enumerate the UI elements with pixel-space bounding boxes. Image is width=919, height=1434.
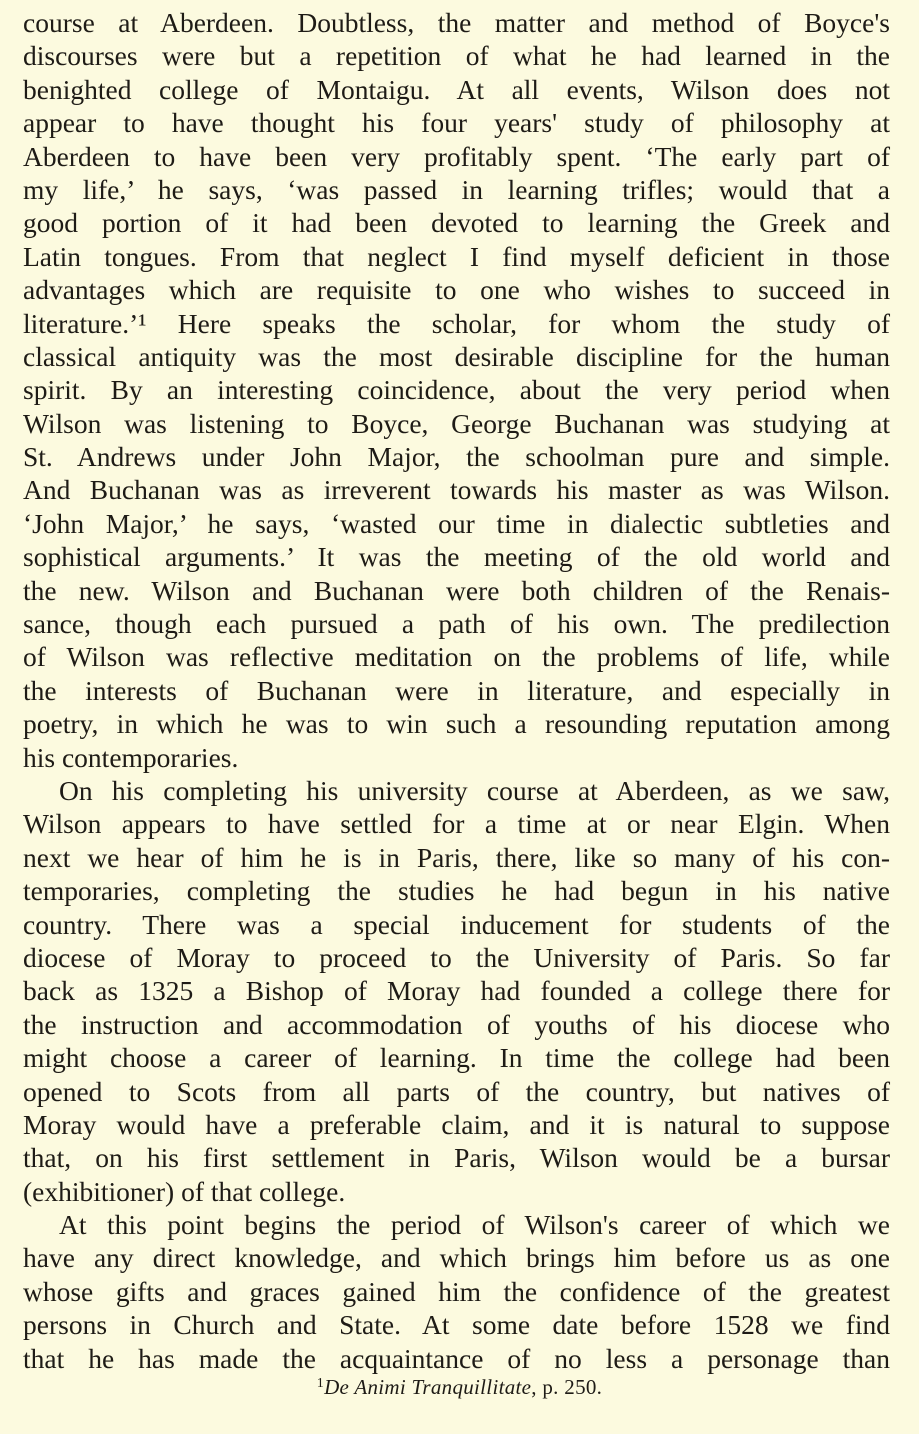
text-line: spirit. By an interesting coincidence, about the very period when	[23, 374, 890, 406]
text-line: next we hear of him he is in Paris, there, like so many of his con-	[23, 841, 890, 873]
text-line: the interests of Buchanan were in literature, and especially in	[23, 674, 890, 706]
text-line: whose gifts and graces gained him the confidence of the greatest	[23, 1275, 890, 1307]
footnote-marker: 1	[316, 1376, 325, 1391]
page-body	[23, 6, 890, 1375]
text-line: his contemporaries.	[23, 741, 239, 773]
paragraph	[23, 774, 890, 1208]
text-line: opened to Scots from all parts of the country, but natives of	[23, 1075, 890, 1107]
footnote-page: , p. 250.	[531, 1375, 603, 1399]
text-line: Latin tongues. From that neglect I find myself deficient in those	[23, 240, 890, 272]
text-line: appear to have thought his four years' study of philosophy at	[23, 107, 890, 139]
text-line: poetry, in which he was to win such a resounding reputation among	[23, 708, 890, 740]
text-line: country. There was a special inducement for students of the	[23, 908, 890, 940]
text-line: the instruction and accommodation of youths of his diocese who	[23, 1008, 890, 1040]
text-line: benighted college of Montaigu. At all events, Wilson does not	[23, 73, 890, 105]
text-line: that, on his first settlement in Paris, Wilson would be a bursar	[23, 1142, 890, 1174]
footnote	[0, 1375, 919, 1400]
text-line: Aberdeen to have been very profitably spent. ‘The early part of	[23, 140, 890, 172]
text-line: literature.’¹ Here speaks the scholar, for whom the study of	[23, 307, 890, 339]
text-line: (exhibitioner) of that college.	[23, 1175, 346, 1207]
text-line: might choose a career of learning. In time the college had been	[23, 1042, 890, 1074]
text-line: sophistical arguments.’ It was the meeting of the old world and	[23, 541, 890, 573]
text-line: Wilson appears to have settled for a time at or near Elgin. When	[23, 808, 890, 840]
paragraph	[23, 1208, 890, 1375]
text-line: Wilson was listening to Boyce, George Buchanan was studying at	[23, 407, 890, 439]
text-line: my life,’ he says, ‘was passed in learning trifles; would that a	[23, 173, 890, 205]
text-line: sance, though each pursued a path of his own. The predilection	[23, 608, 890, 640]
text-line: the new. Wilson and Buchanan were both children of the Renais-	[23, 574, 890, 606]
text-line: course at Aberdeen. Doubtless, the matter and method of Boyce's	[23, 7, 890, 38]
footnote-title: De Animi Tranquillitate	[324, 1375, 532, 1399]
paragraph	[23, 6, 890, 774]
text-line: ‘John Major,’ he says, ‘wasted our time in dialectic subtleties and	[23, 507, 890, 539]
text-line: good portion of it had been devoted to learning the Greek and	[23, 207, 890, 239]
text-line: back as 1325 a Bishop of Moray had founded a college there for	[23, 975, 890, 1007]
text-line: At this point begins the period of Wilson's career of which we	[59, 1209, 890, 1241]
text-line: St. Andrews under John Major, the schoolman pure and simple.	[23, 441, 890, 473]
text-line: discourses were but a repetition of what he had learned in the	[23, 40, 890, 72]
text-line: temporaries, completing the studies he had begun in his native	[23, 875, 890, 907]
text-line: of Wilson was reflective meditation on the problems of life, while	[23, 641, 890, 673]
text-line: persons in Church and State. At some date before 1528 we find	[23, 1309, 890, 1341]
text-line: diocese of Moray to proceed to the University of Paris. So far	[23, 941, 890, 973]
text-line: Moray would have a preferable claim, and it is natural to suppose	[23, 1108, 890, 1140]
text-line: And Buchanan was as irreverent towards his master as was Wilson.	[23, 474, 890, 506]
text-line: that he has made the acquaintance of no less a personage than	[23, 1342, 890, 1374]
text-line: classical antiquity was the most desirable discipline for the human	[23, 340, 890, 372]
text-line: have any direct knowledge, and which brings him before us as one	[23, 1242, 890, 1274]
text-line: On his completing his university course at Aberdeen, as we saw,	[59, 774, 890, 806]
text-line: advantages which are requisite to one who wishes to succeed in	[23, 274, 890, 306]
